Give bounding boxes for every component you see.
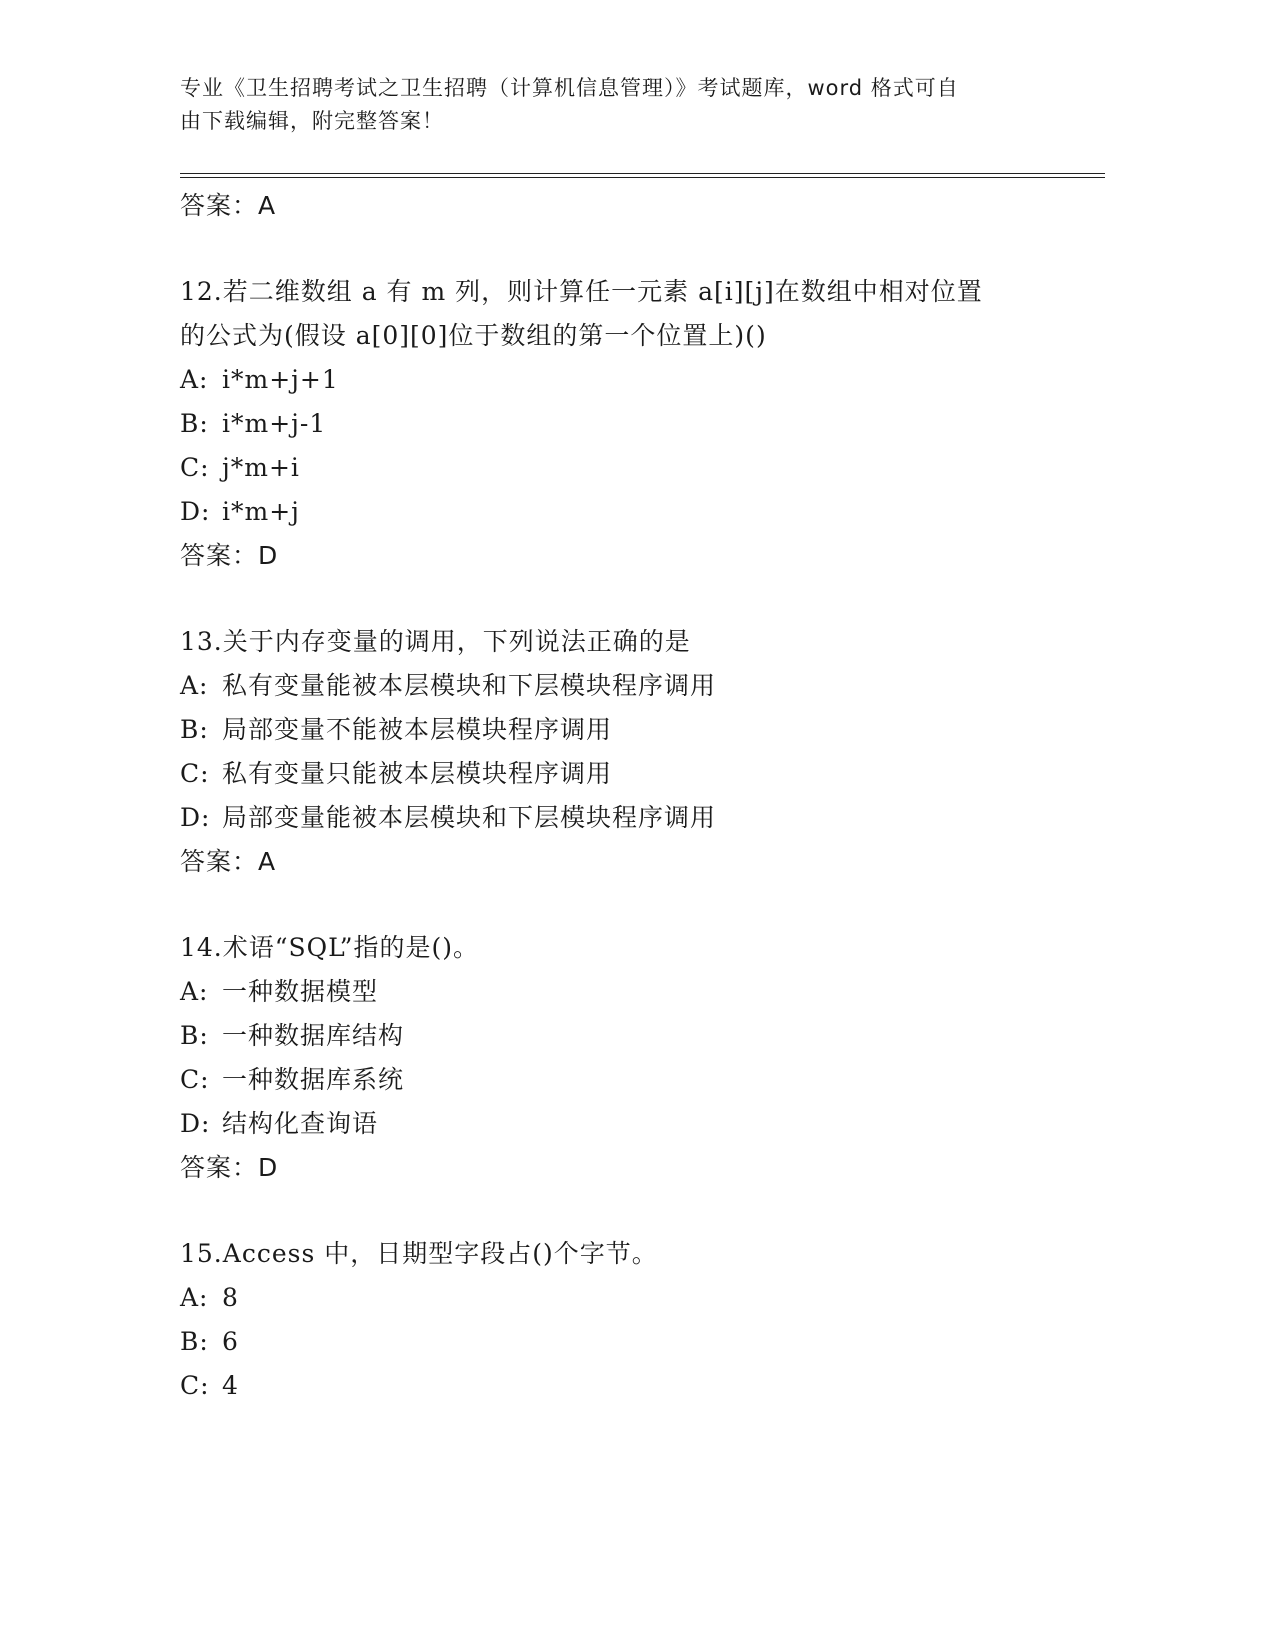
document-body	[180, 184, 1040, 1408]
option-d	[180, 1102, 1040, 1146]
answer-line: 答案：A	[180, 191, 277, 220]
option-b	[180, 402, 1040, 446]
header-line-2: 由下载编辑，附完整答案！	[180, 109, 444, 133]
option-text: i*m+j-1	[222, 409, 327, 438]
question-text: 12.若二维数组 a 有 m 列，则计算任一元素 a[i][j]在数组中相对位置	[180, 277, 983, 306]
option-letter: B:	[180, 715, 209, 744]
option-letter: C:	[180, 453, 210, 482]
option-text: 局部变量能被本层模块和下层模块程序调用	[222, 803, 717, 832]
question-text: 15.Access 中，日期型字段占()个字节。	[180, 1239, 658, 1268]
option-text: 一种数据库系统	[222, 1065, 405, 1094]
option-letter: C:	[180, 1371, 210, 1400]
option-letter: B:	[180, 1021, 209, 1050]
option-text: 局部变量不能被本层模块程序调用	[222, 715, 613, 744]
question-12	[180, 270, 1040, 577]
option-letter: A:	[180, 671, 209, 700]
option-d	[180, 796, 1040, 840]
option-c	[180, 446, 1040, 490]
option-text: 一种数据库结构	[222, 1021, 405, 1050]
option-letter: B:	[180, 1327, 209, 1356]
option-b	[180, 708, 1040, 752]
option-letter: A:	[180, 365, 209, 394]
question-text: 14.术语“SQL”指的是()。	[180, 933, 480, 962]
question-13	[180, 620, 1040, 883]
option-text: 8	[222, 1283, 239, 1312]
option-text: 私有变量只能被本层模块程序调用	[222, 759, 613, 788]
option-c	[180, 1058, 1040, 1102]
option-letter: A:	[180, 1283, 209, 1312]
option-letter: C:	[180, 759, 210, 788]
option-a	[180, 970, 1040, 1014]
answer-line: 答案：A	[180, 847, 277, 876]
option-a	[180, 358, 1040, 402]
option-letter: A:	[180, 977, 209, 1006]
answer-line: 答案：D	[180, 541, 279, 570]
option-text: 4	[222, 1371, 239, 1400]
option-d	[180, 490, 1040, 534]
option-letter: D:	[180, 803, 211, 832]
option-text: i*m+j+1	[222, 365, 339, 394]
header-divider	[180, 173, 1105, 178]
option-text: 私有变量能被本层模块和下层模块程序调用	[222, 671, 717, 700]
option-letter: B:	[180, 409, 209, 438]
option-b	[180, 1320, 1040, 1364]
option-a	[180, 664, 1040, 708]
question-15	[180, 1232, 1040, 1408]
option-text: 一种数据模型	[222, 977, 379, 1006]
question-14	[180, 926, 1040, 1189]
option-letter: C:	[180, 1065, 210, 1094]
option-c	[180, 1364, 1040, 1408]
option-letter: D:	[180, 497, 211, 526]
option-letter: D:	[180, 1109, 211, 1138]
document-header	[180, 72, 1040, 138]
option-text: i*m+j	[222, 497, 300, 526]
question-text-continued: 的公式为(假设 a[0][0]位于数组的第一个位置上)()	[180, 321, 767, 350]
option-b	[180, 1014, 1040, 1058]
question-text: 13.关于内存变量的调用，下列说法正确的是	[180, 627, 691, 656]
option-text: 结构化查询语	[222, 1109, 379, 1138]
option-text: j*m+i	[222, 453, 300, 482]
option-c	[180, 752, 1040, 796]
answer-line: 答案：D	[180, 1153, 279, 1182]
option-text: 6	[222, 1327, 239, 1356]
header-line-1: 专业《卫生招聘考试之卫生招聘（计算机信息管理）》考试题库，word 格式可自	[180, 76, 959, 100]
option-a	[180, 1276, 1040, 1320]
